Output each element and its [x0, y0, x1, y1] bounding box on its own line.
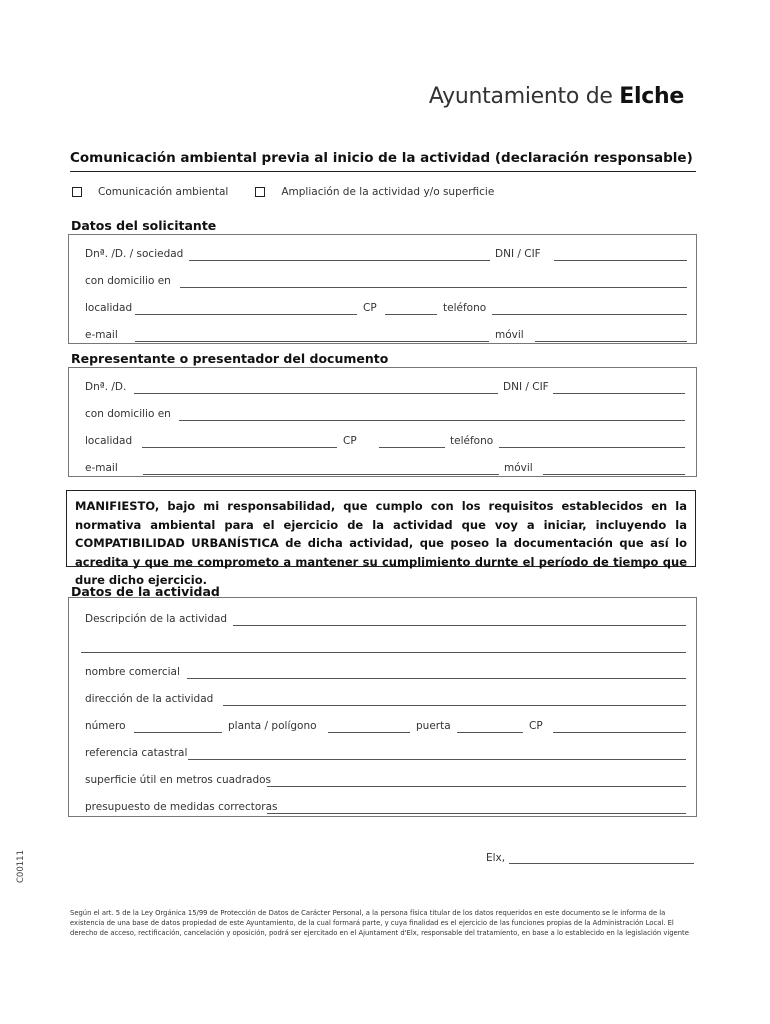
label-surface: superficie útil en metros cuadrados: [85, 774, 272, 786]
brand-logo: [429, 84, 684, 109]
door-input-line[interactable]: [457, 732, 523, 733]
name-input-line[interactable]: [189, 260, 490, 261]
label-place: Elx,: [486, 852, 506, 864]
label-budget: presupuesto de medidas correctoras: [85, 801, 278, 813]
dni-input-line[interactable]: [553, 393, 685, 394]
trade-name-input-line[interactable]: [187, 678, 686, 679]
label-cp: CP: [363, 302, 377, 314]
section-title-actividad: Datos de la actividad: [71, 584, 220, 599]
city-input-line[interactable]: [135, 314, 357, 315]
label-dni: DNI / CIF: [495, 248, 541, 260]
label-number: número: [85, 720, 126, 732]
cp-input-line[interactable]: [553, 732, 686, 733]
mobile-input-line[interactable]: [543, 474, 685, 475]
checkbox-icon[interactable]: [255, 187, 265, 197]
label-mobile: móvil: [495, 329, 524, 341]
cp-input-line[interactable]: [385, 314, 437, 315]
phone-input-line[interactable]: [492, 314, 687, 315]
label-floor: planta / polígono: [228, 720, 317, 732]
label-email: e-mail: [85, 462, 118, 474]
surface-input-line[interactable]: [267, 786, 686, 787]
email-input-line[interactable]: [143, 474, 499, 475]
label-cp: CP: [343, 435, 357, 447]
option-ampliacion[interactable]: [255, 186, 494, 198]
number-input-line[interactable]: [134, 732, 222, 733]
brand-regular: Ayuntamiento de: [428, 84, 620, 109]
city-input-line[interactable]: [142, 447, 337, 448]
label-phone: teléfono: [450, 435, 494, 447]
dni-input-line[interactable]: [554, 260, 687, 261]
label-description: Descripción de la actividad: [85, 613, 228, 625]
label-email: e-mail: [85, 329, 118, 341]
document-code: C00111: [16, 850, 26, 883]
address-input-line[interactable]: [180, 287, 687, 288]
option-label: Comunicación ambiental: [98, 186, 229, 198]
label-address: con domicilio en: [85, 275, 171, 287]
address-input-line[interactable]: [179, 420, 685, 421]
label-name: Dnª. /D. / sociedad: [85, 248, 184, 260]
option-comunicacion[interactable]: [72, 186, 228, 198]
floor-input-line[interactable]: [328, 732, 410, 733]
label-cp: CP: [529, 720, 543, 732]
place-date-input-line[interactable]: [509, 863, 694, 864]
label-cadastral: referencia catastral: [85, 747, 188, 759]
cp-input-line[interactable]: [379, 447, 445, 448]
panel-actividad: [68, 597, 697, 817]
description-input-line[interactable]: [233, 625, 686, 626]
panel-representante: [68, 367, 697, 477]
section-title-representante: Representante o presentador del documento: [71, 351, 389, 366]
label-name: Dnª. /D.: [85, 381, 127, 393]
label-door: puerta: [416, 720, 451, 732]
budget-input-line[interactable]: [267, 813, 686, 814]
label-mobile: móvil: [504, 462, 533, 474]
panel-solicitante: [68, 234, 697, 344]
email-input-line[interactable]: [135, 341, 489, 342]
description-input-line-2[interactable]: [81, 652, 686, 653]
label-dni: DNI / CIF: [503, 381, 549, 393]
option-label: Ampliación de la actividad y/o superficie: [281, 186, 495, 198]
footer-legal-text: Según el art. 5 de la Ley Orgánica 15/99 de Protección de Datos de Carácter Personal, a la persona física titular de los datos requeridos en este documento se le informa de la existencia de una base de datos propiedad de este Ayuntamiento, de la cual formará parte, y cuya finalidad es el ejercicio de las funciones propias de la Administración Local. El derecho de acceso, rectificación, cancelación y oposición, podrá ser ejercitado en el Ajuntament d'Elx, responsable del tratamiento, en base a lo establecido en la legislación vigente: [70, 909, 689, 937]
mobile-input-line[interactable]: [535, 341, 687, 342]
form-title: Comunicación ambiental previa al inicio de la actividad (declaración responsable): [70, 150, 696, 172]
label-city: localidad: [85, 435, 133, 447]
label-city: localidad: [85, 302, 133, 314]
manifest-statement: MANIFIESTO, bajo mi responsabilidad, que cumplo con los requisitos establecidos en la normativa ambiental para el ejercicio de la actividad que voy a iniciar, incluyendo la COMPATIBILIDAD URBANÍSTICA de dicha actividad, que poseo la documentación que así lo acredita y que me comprometo a mantener su cumplimiento durnte el período de tiempo que dure dicho ejercicio.: [66, 490, 696, 567]
checkbox-icon[interactable]: [72, 187, 82, 197]
label-phone: teléfono: [443, 302, 487, 314]
activity-address-input-line[interactable]: [223, 705, 686, 706]
brand-bold: Elche: [619, 84, 684, 109]
label-trade-name: nombre comercial: [85, 666, 180, 678]
section-title-solicitante: Datos del solicitante: [71, 218, 217, 233]
label-activity-address: dirección de la actividad: [85, 693, 214, 705]
name-input-line[interactable]: [134, 393, 498, 394]
option-checkboxes: [72, 186, 521, 198]
label-address: con domicilio en: [85, 408, 171, 420]
cadastral-input-line[interactable]: [188, 759, 686, 760]
phone-input-line[interactable]: [499, 447, 685, 448]
